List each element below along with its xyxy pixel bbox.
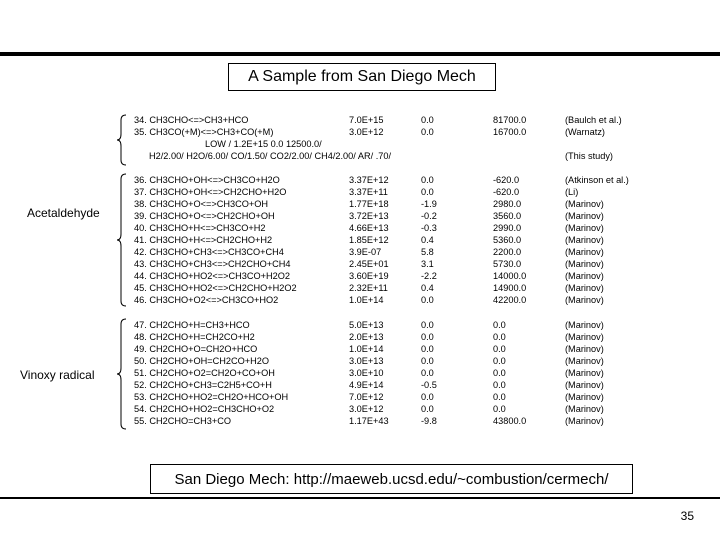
rate-e: 0.0	[493, 404, 506, 414]
footer-url[interactable]: http://maeweb.ucsd.edu/~combustion/cermech/	[293, 470, 609, 488]
rate-n: 0.0	[421, 175, 434, 185]
rate-n: -0.3	[421, 223, 437, 233]
reference: (Marinov)	[565, 259, 604, 269]
reference: (Marinov)	[565, 283, 604, 293]
reference: (Li)	[565, 187, 579, 197]
rate-a: 5.0E+13	[349, 320, 384, 330]
reaction-row	[0, 343, 720, 355]
rate-e: 5730.0	[493, 259, 522, 269]
reaction-row	[0, 282, 720, 294]
reaction-row	[0, 186, 720, 198]
rate-e: 0.0	[493, 392, 506, 402]
reaction-row	[0, 126, 720, 138]
rate-a: 3.0E+12	[349, 404, 384, 414]
reaction-equation: 40. CH3CHO+H<=>CH3CO+H2	[134, 223, 266, 233]
rate-a: 4.66E+13	[349, 223, 389, 233]
reference: (Marinov)	[565, 247, 604, 257]
rate-a: 2.32E+11	[349, 283, 388, 293]
rate-e: 16700.0	[493, 127, 527, 137]
reaction-row	[0, 319, 720, 331]
reaction-row	[0, 415, 720, 427]
rate-a: 3.60E+19	[349, 271, 389, 281]
rate-a: 1.17E+43	[349, 416, 389, 426]
third-body-ref-row	[0, 150, 720, 162]
slide-title	[228, 63, 496, 91]
rate-e: 0.0	[493, 368, 506, 378]
rate-a: 3.0E+10	[349, 368, 384, 378]
reference: (Marinov)	[565, 416, 604, 426]
reaction-row	[0, 391, 720, 403]
rate-a: 3.0E+12	[349, 127, 384, 137]
footer-link-box	[150, 464, 633, 494]
reaction-equation: 42. CH3CHO+CH3<=>CH3CO+CH4	[134, 247, 284, 257]
reaction-equation: 51. CH2CHO+O2=CH2O+CO+OH	[134, 368, 275, 378]
rate-e: 5360.0	[493, 235, 522, 245]
reaction-row	[0, 210, 720, 222]
reference: (Marinov)	[565, 271, 604, 281]
rate-a: 3.9E-07	[349, 247, 382, 257]
low-pressure-line: LOW / 1.2E+15 0.0 12500.0/	[205, 139, 322, 149]
rate-e: 3560.0	[493, 211, 522, 221]
reaction-equation: 44. CH3CHO+HO2<=>CH3CO+H2O2	[134, 271, 290, 281]
rate-e: 0.0	[493, 332, 506, 342]
reaction-row	[0, 270, 720, 282]
rate-n: -1.9	[421, 199, 437, 209]
rate-e: -620.0	[493, 187, 520, 197]
rate-n: 0.0	[421, 187, 434, 197]
third-body-line: H2/2.00/ H2O/6.00/ CO/1.50/ CO2/2.00/ CH4/2.00/ AR/ .70/	[149, 151, 392, 161]
rate-n: 0.4	[421, 283, 434, 293]
reference: (Baulch et al.)	[565, 115, 622, 125]
rate-a: 7.0E+12	[349, 392, 384, 402]
rate-n: -2.2	[421, 271, 437, 281]
reaction-equation: 48. CH2CHO+H=CH2CO+H2	[134, 332, 255, 342]
reaction-row	[0, 294, 720, 306]
reaction-equation: 52. CH2CHO+CH3=C2H5+CO+H	[134, 380, 272, 390]
page-number: 35	[680, 509, 694, 523]
reference: (Marinov)	[565, 235, 604, 245]
reaction-row	[0, 258, 720, 270]
rate-a: 3.37E+12	[349, 175, 389, 185]
reaction-row	[0, 234, 720, 246]
rate-n: -9.8	[421, 416, 437, 426]
reaction-equation: 38. CH3CHO+O<=>CH3CO+OH	[134, 199, 269, 209]
rate-a: 1.77E+18	[349, 199, 389, 209]
reaction-equation: 34. CH3CHO<=>CH3+HCO	[134, 115, 249, 125]
bottom-rule	[0, 497, 720, 499]
rate-n: 0.4	[421, 235, 434, 245]
reaction-row	[0, 331, 720, 343]
reference: (Marinov)	[565, 380, 604, 390]
rate-e: 43800.0	[493, 416, 527, 426]
rate-a: 4.9E+14	[349, 380, 384, 390]
slide-title-text: A Sample from San Diego Mech	[248, 68, 476, 85]
rate-e: 0.0	[493, 356, 506, 366]
rate-n: 0.0	[421, 404, 434, 414]
third-body-ref: (This study)	[565, 151, 613, 161]
rate-n: 0.0	[421, 127, 434, 137]
rate-n: -0.2	[421, 211, 437, 221]
reference: (Marinov)	[565, 392, 604, 402]
reaction-row	[0, 174, 720, 186]
reference: (Marinov)	[565, 356, 604, 366]
rate-e: -620.0	[493, 175, 520, 185]
reaction-equation: 37. CH3CHO+OH<=>CH2CHO+H2O	[134, 187, 287, 197]
reaction-equation: 46. CH3CHO+O2<=>CH3CO+HO2	[134, 295, 279, 305]
reference: (Marinov)	[565, 344, 604, 354]
reference: (Marinov)	[565, 332, 604, 342]
rate-e: 14900.0	[493, 283, 527, 293]
reference: (Marinov)	[565, 211, 604, 221]
rate-a: 1.85E+12	[349, 235, 389, 245]
reaction-equation: 35. CH3CO(+M)<=>CH3+CO(+M)	[134, 127, 274, 137]
rate-n: -0.5	[421, 380, 437, 390]
reaction-equation: 55. CH2CHO=CH3+CO	[134, 416, 232, 426]
rate-n: 0.0	[421, 356, 434, 366]
rate-n: 0.0	[421, 115, 434, 125]
reaction-equation: 54. CH2CHO+HO2=CH3CHO+O2	[134, 404, 275, 414]
rate-n: 0.0	[421, 344, 434, 354]
reaction-equation: 47. CH2CHO+H=CH3+HCO	[134, 320, 250, 330]
reaction-row	[0, 114, 720, 126]
reference: (Atkinson et al.)	[565, 175, 629, 185]
reference: (Marinov)	[565, 320, 604, 330]
rate-n: 0.0	[421, 368, 434, 378]
rate-e: 2980.0	[493, 199, 522, 209]
vinoxy-label: Vinoxy radical	[20, 368, 95, 382]
reaction-row	[0, 198, 720, 210]
reaction-equation: 45. CH3CHO+HO2<=>CH2CHO+H2O2	[134, 283, 297, 293]
reaction-equation: 49. CH2CHO+O=CH2O+HCO	[134, 344, 258, 354]
reaction-row	[0, 246, 720, 258]
rate-a: 1.0E+14	[349, 344, 384, 354]
rate-n: 0.0	[421, 332, 434, 342]
rate-e: 0.0	[493, 344, 506, 354]
reference: (Marinov)	[565, 223, 604, 233]
reaction-equation: 50. CH2CHO+OH=CH2CO+H2O	[134, 356, 270, 366]
reaction-row	[0, 367, 720, 379]
rate-a: 3.0E+13	[349, 356, 384, 366]
rate-n: 0.0	[421, 295, 434, 305]
rate-n: 0.0	[421, 320, 434, 330]
rate-a: 7.0E+15	[349, 115, 384, 125]
rate-e: 0.0	[493, 380, 506, 390]
reaction-equation: 41. CH3CHO+H<=>CH2CHO+H2	[134, 235, 273, 245]
reaction-equation: 36. CH3CHO+OH<=>CH3CO+H2O	[134, 175, 280, 185]
reference: (Warnatz)	[565, 127, 605, 137]
reaction-row	[0, 403, 720, 415]
rate-n: 3.1	[421, 259, 434, 269]
rate-a: 3.37E+11	[349, 187, 388, 197]
rate-a: 2.0E+13	[349, 332, 384, 342]
reference: (Marinov)	[565, 368, 604, 378]
rate-e: 14000.0	[493, 271, 527, 281]
footer-label: San Diego Mech	[174, 470, 286, 488]
reaction-row	[0, 355, 720, 367]
reference: (Marinov)	[565, 295, 604, 305]
rate-n: 0.0	[421, 392, 434, 402]
rate-a: 1.0E+14	[349, 295, 384, 305]
reaction-equation: 39. CH3CHO+O<=>CH2CHO+OH	[134, 211, 275, 221]
rate-e: 42200.0	[493, 295, 527, 305]
reaction-row	[0, 222, 720, 234]
rate-a: 2.45E+01	[349, 259, 389, 269]
reference: (Marinov)	[565, 404, 604, 414]
reaction-equation: 53. CH2CHO+HO2=CH2O+HCO+OH	[134, 392, 289, 402]
reaction-equation: 43. CH3CHO+CH3<=>CH2CHO+CH4	[134, 259, 291, 269]
top-rule	[0, 52, 720, 56]
reaction-row	[0, 379, 720, 391]
reference: (Marinov)	[565, 199, 604, 209]
rate-n: 5.8	[421, 247, 434, 257]
rate-e: 0.0	[493, 320, 506, 330]
footer-separator: :	[285, 470, 294, 488]
rate-e: 2990.0	[493, 223, 522, 233]
rate-e: 2200.0	[493, 247, 522, 257]
rate-e: 81700.0	[493, 115, 527, 125]
rate-a: 3.72E+13	[349, 211, 389, 221]
acetaldehyde-label: Acetaldehyde	[27, 206, 100, 220]
